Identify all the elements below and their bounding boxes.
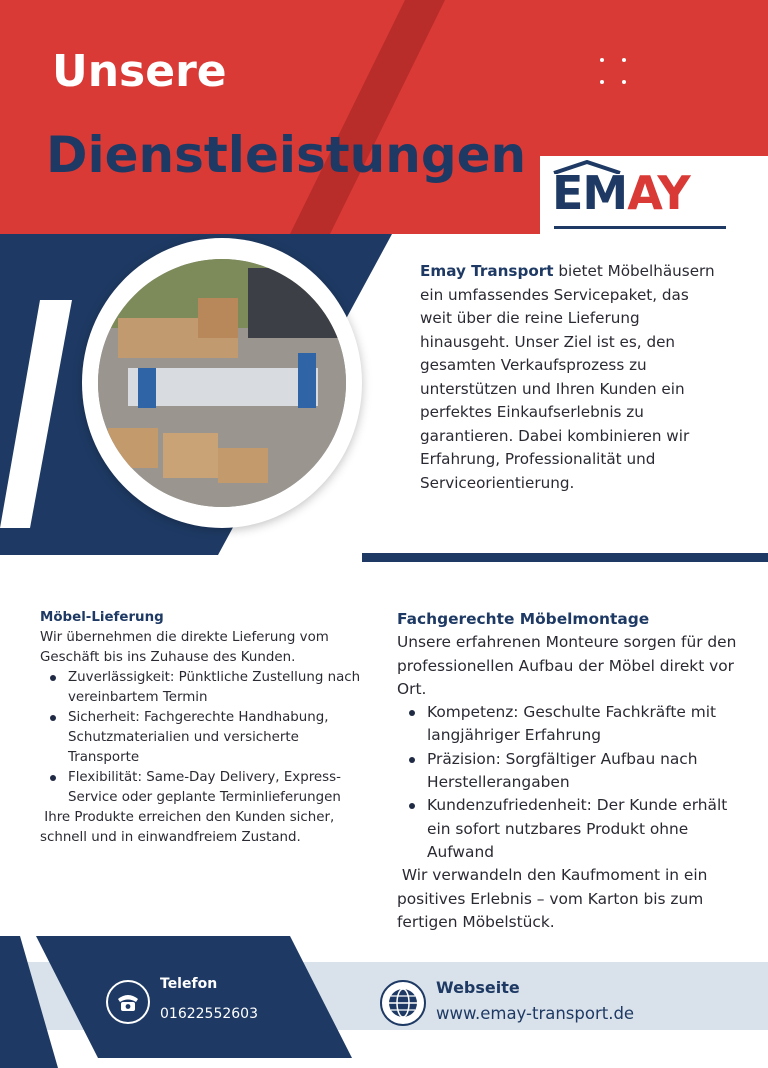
telephone-icon xyxy=(106,980,150,1024)
title-line-2: Dienstleistungen xyxy=(46,126,527,184)
logo-wordmark xyxy=(552,166,690,220)
assembly-bullet: Präzision: Sorgfältiger Aufbau nach Herstellerangaben xyxy=(397,748,737,795)
logo-part-ay: AY xyxy=(627,166,690,220)
assembly-bullet: Kundenzufriedenheit: Der Kunde erhält ein sofort nutzbares Produkt ohne Aufwand xyxy=(397,794,737,864)
section-divider xyxy=(362,553,768,562)
website-url[interactable]: www.emay-transport.de xyxy=(436,1004,635,1023)
movers-illustration xyxy=(98,258,346,508)
assembly-service xyxy=(397,608,737,934)
assembly-bullets xyxy=(397,701,737,864)
delivery-closing: Ihre Produkte erreichen den Kunden sicher, schnell und in einwandfreiem Zustand. xyxy=(40,810,339,845)
phone-number[interactable]: 01622552603 xyxy=(160,1006,258,1022)
delivery-service xyxy=(40,608,370,848)
intro-brand: Emay Transport xyxy=(420,262,554,280)
assembly-bullet: Kompetenz: Geschulte Fachkräfte mit langjähriger Erfahrung xyxy=(397,701,737,748)
intro-paragraph xyxy=(420,260,720,495)
moving-photo xyxy=(82,238,362,528)
delivery-intro: Wir übernehmen die direkte Lieferung vom Geschäft bis ins Zuhause des Kunden. xyxy=(40,630,329,665)
assembly-intro: Unsere erfahrenen Monteure sorgen für den professionellen Aufbau der Möbel direkt vor Ort. xyxy=(397,633,737,698)
website-label: Webseite xyxy=(436,978,520,997)
contact-phone xyxy=(106,974,306,1034)
contact-website xyxy=(380,976,680,1036)
emay-logo xyxy=(540,156,768,236)
intro-text: bietet Möbelhäusern ein umfassendes Servicepaket, das weit über die reine Lieferung hinausgeht. Unser Ziel ist es, den gesamten Verkaufsprozess zu unterstützen und Ihren Kunden ein perfektes Einkaufserlebnis zu garantieren. Dabei kombinieren wir Erfahrung, Professionalität und Serviceorientierung. xyxy=(420,262,715,492)
delivery-bullet: Flexibilität: Same-Day Delivery, Express-Service oder geplante Terminlieferungen xyxy=(40,768,370,808)
decorative-dots xyxy=(600,58,630,86)
delivery-bullet: Sicherheit: Fachgerechte Handhabung, Schutzmaterialien und versicherte Transporte xyxy=(40,708,370,768)
assembly-closing: Wir verwandeln den Kaufmoment in ein positives Erlebnis – vom Karton bis zum fertigen Möbelstück. xyxy=(397,866,713,931)
title-line-1: Unsere xyxy=(52,46,227,97)
delivery-bullets xyxy=(40,668,370,808)
delivery-bullet: Zuverlässigkeit: Pünktliche Zustellung nach vereinbartem Termin xyxy=(40,668,370,708)
assembly-heading: Fachgerechte Möbelmontage xyxy=(397,610,650,628)
logo-part-em: EM xyxy=(552,166,628,220)
globe-icon xyxy=(380,980,426,1026)
delivery-heading: Möbel-Lieferung xyxy=(40,610,164,625)
phone-label: Telefon xyxy=(160,976,218,992)
logo-underline xyxy=(554,226,726,229)
